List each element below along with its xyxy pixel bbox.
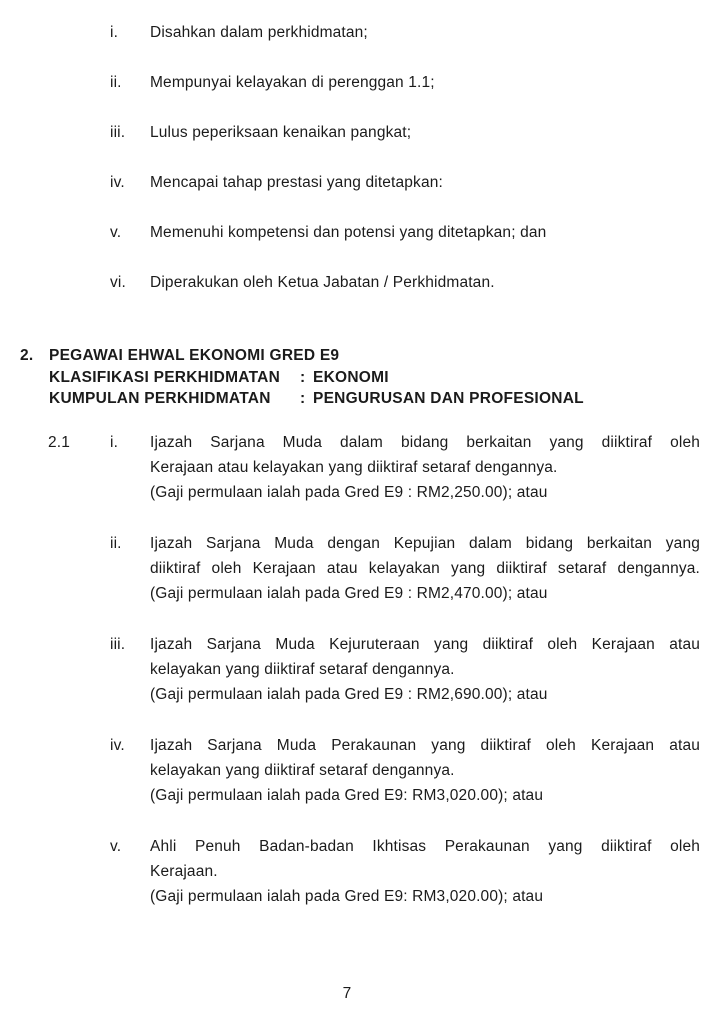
list-item xyxy=(110,74,700,91)
qualification-line: Kerajaan. xyxy=(150,863,218,880)
classification-row xyxy=(20,367,700,389)
eligibility-list xyxy=(110,24,700,324)
section-number: 2. xyxy=(20,347,34,364)
salary-line: (Gaji permulaan ialah pada Gred E9 : RM2,470.00); atau xyxy=(150,585,548,602)
salary-line: (Gaji permulaan ialah pada Gred E9 : RM2,250.00); atau xyxy=(150,484,548,501)
classification-label: KLASIFIKASI PERKHIDMATAN xyxy=(49,368,281,386)
list-item-text: Memenuhi kompetensi dan potensi yang ditetapkan; dan xyxy=(150,224,547,241)
qualification-numeral: iii. xyxy=(110,636,126,653)
qualification-text xyxy=(150,531,700,606)
list-item-text: Diperakukan oleh Ketua Jabatan / Perkhidmatan. xyxy=(150,274,495,291)
salary-line: (Gaji permulaan ialah pada Gred E9 : RM2,690.00); atau xyxy=(150,686,548,703)
qualification-line: diiktiraf oleh Kerajaan atau kelayakan yang diiktiraf setaraf dengannya. xyxy=(150,560,700,577)
qualification-text xyxy=(150,632,700,707)
page-number: 7 xyxy=(342,985,352,1002)
qualification-line: Ijazah Sarjana Muda dalam bidang berkaitan yang diiktiraf oleh xyxy=(150,434,700,451)
list-item-text: Lulus peperiksaan kenaikan pangkat; xyxy=(150,124,412,141)
group-row xyxy=(20,388,700,410)
list-item xyxy=(110,24,700,41)
list-item xyxy=(110,274,700,291)
qualification-item xyxy=(110,632,700,707)
qualification-numeral: v. xyxy=(110,838,122,855)
list-item-numeral: vi. xyxy=(110,274,126,291)
qualification-line: kelayakan yang diiktiraf setaraf dengannya. xyxy=(150,762,455,779)
qualification-numeral: iv. xyxy=(110,737,125,754)
classification-colon: : xyxy=(300,368,306,386)
qualification-line: kelayakan yang diiktiraf setaraf dengannya. xyxy=(150,661,455,678)
list-item-numeral: v. xyxy=(110,224,122,241)
classification-value: EKONOMI xyxy=(313,368,389,386)
list-item-text: Mempunyai kelayakan di perenggan 1.1; xyxy=(150,74,435,91)
qualification-section xyxy=(48,430,700,935)
qualification-line: Ijazah Sarjana Muda dengan Kepujian dalam bidang berkaitan yang xyxy=(150,535,700,552)
section-heading xyxy=(20,345,700,410)
group-label: KUMPULAN PERKHIDMATAN xyxy=(49,390,271,407)
qualification-numeral: ii. xyxy=(110,535,122,552)
list-item-numeral: iii. xyxy=(110,124,126,141)
list-item xyxy=(110,224,700,241)
qualification-text xyxy=(150,834,700,909)
list-item-text: Mencapai tahap prestasi yang ditetapkan: xyxy=(150,174,443,191)
list-item-numeral: i. xyxy=(110,24,119,41)
list-item xyxy=(110,124,700,141)
qualification-line: Ijazah Sarjana Muda Kejuruteraan yang diiktiraf oleh Kerajaan atau xyxy=(150,636,700,653)
group-value: PENGURUSAN DAN PROFESIONAL xyxy=(313,390,584,407)
qualification-list xyxy=(110,430,700,935)
qualification-text xyxy=(150,430,700,505)
group-colon: : xyxy=(300,390,306,407)
subsection-number: 2.1 xyxy=(48,434,70,451)
qualification-line: Ahli Penuh Badan-badan Ikhtisas Perakaunan yang diiktiraf oleh xyxy=(150,838,700,855)
qualification-line: Kerajaan atau kelayakan yang diiktiraf setaraf dengannya. xyxy=(150,459,558,476)
list-item xyxy=(110,174,700,191)
salary-line: (Gaji permulaan ialah pada Gred E9: RM3,020.00); atau xyxy=(150,888,544,905)
list-item-numeral: ii. xyxy=(110,74,122,91)
qualification-item xyxy=(110,430,700,505)
list-item-numeral: iv. xyxy=(110,174,125,191)
list-item-text: Disahkan dalam perkhidmatan; xyxy=(150,24,368,41)
qualification-line: Ijazah Sarjana Muda Perakaunan yang diiktiraf oleh Kerajaan atau xyxy=(150,737,700,754)
qualification-item xyxy=(110,733,700,808)
salary-line: (Gaji permulaan ialah pada Gred E9: RM3,020.00); atau xyxy=(150,787,544,804)
qualification-text xyxy=(150,733,700,808)
section-title: PEGAWAI EHWAL EKONOMI GRED E9 xyxy=(49,347,340,364)
qualification-item xyxy=(110,834,700,909)
qualification-item xyxy=(110,531,700,606)
section-title-row xyxy=(20,345,700,367)
qualification-numeral: i. xyxy=(110,434,119,451)
